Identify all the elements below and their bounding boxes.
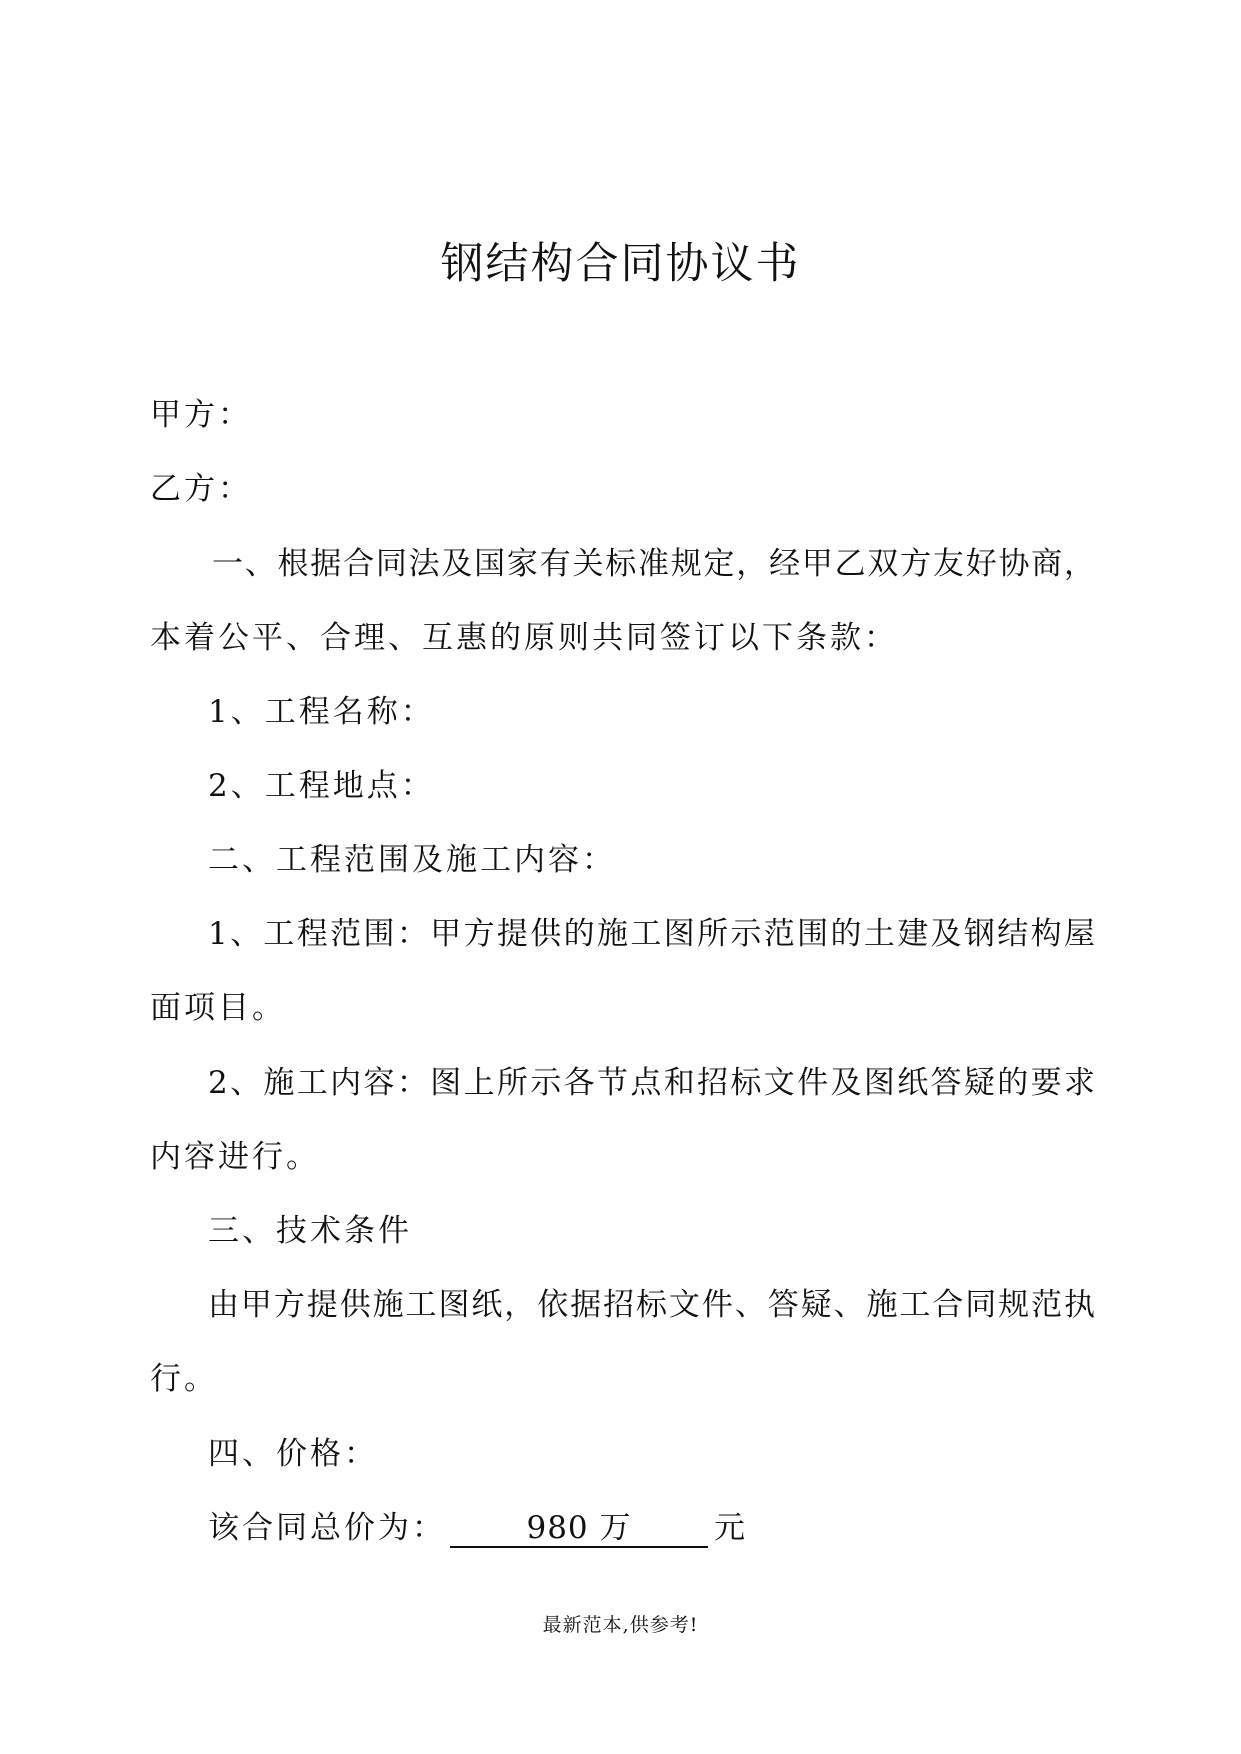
total-price-line — [208, 1508, 1095, 1548]
scope-line1: 1、工程范围：甲方提供的施工图所示范围的土建及钢结构屋 — [208, 916, 1095, 952]
project-name-item: 1、工程名称： — [208, 694, 435, 730]
total-price-label: 该合同总价为： — [208, 1510, 446, 1546]
project-location-item: 2、工程地点： — [208, 768, 435, 804]
section1-line2: 本着公平、合理、互惠的原则共同签订以下条款： — [150, 620, 898, 656]
party-a-label: 甲方： — [150, 397, 252, 433]
total-price-unit: 元 — [714, 1510, 748, 1546]
section2-heading: 二、工程范围及施工内容： — [208, 842, 616, 878]
technical-line1: 由甲方提供施工图纸，依据招标文件、答疑、施工合同规范执 — [208, 1287, 1095, 1323]
content-line2: 内容进行。 — [150, 1139, 320, 1175]
section3-heading: 三、技术条件 — [208, 1213, 412, 1249]
section4-heading: 四、价格： — [208, 1436, 378, 1472]
party-b-label: 乙方： — [150, 471, 252, 507]
scope-line2: 面项目。 — [150, 990, 286, 1026]
section1-line1: 一、根据合同法及国家有关标准规定，经甲乙双方友好协商， — [212, 546, 1095, 582]
footer-note: 最新范本,供参考! — [542, 1614, 699, 1636]
document-title: 钢结构合同协议书 — [440, 239, 801, 289]
total-price-value: 980 万 — [450, 1510, 708, 1548]
technical-line2: 行。 — [150, 1361, 218, 1397]
content-line1: 2、施工内容：图上所示各节点和招标文件及图纸答疑的要求 — [208, 1065, 1095, 1101]
